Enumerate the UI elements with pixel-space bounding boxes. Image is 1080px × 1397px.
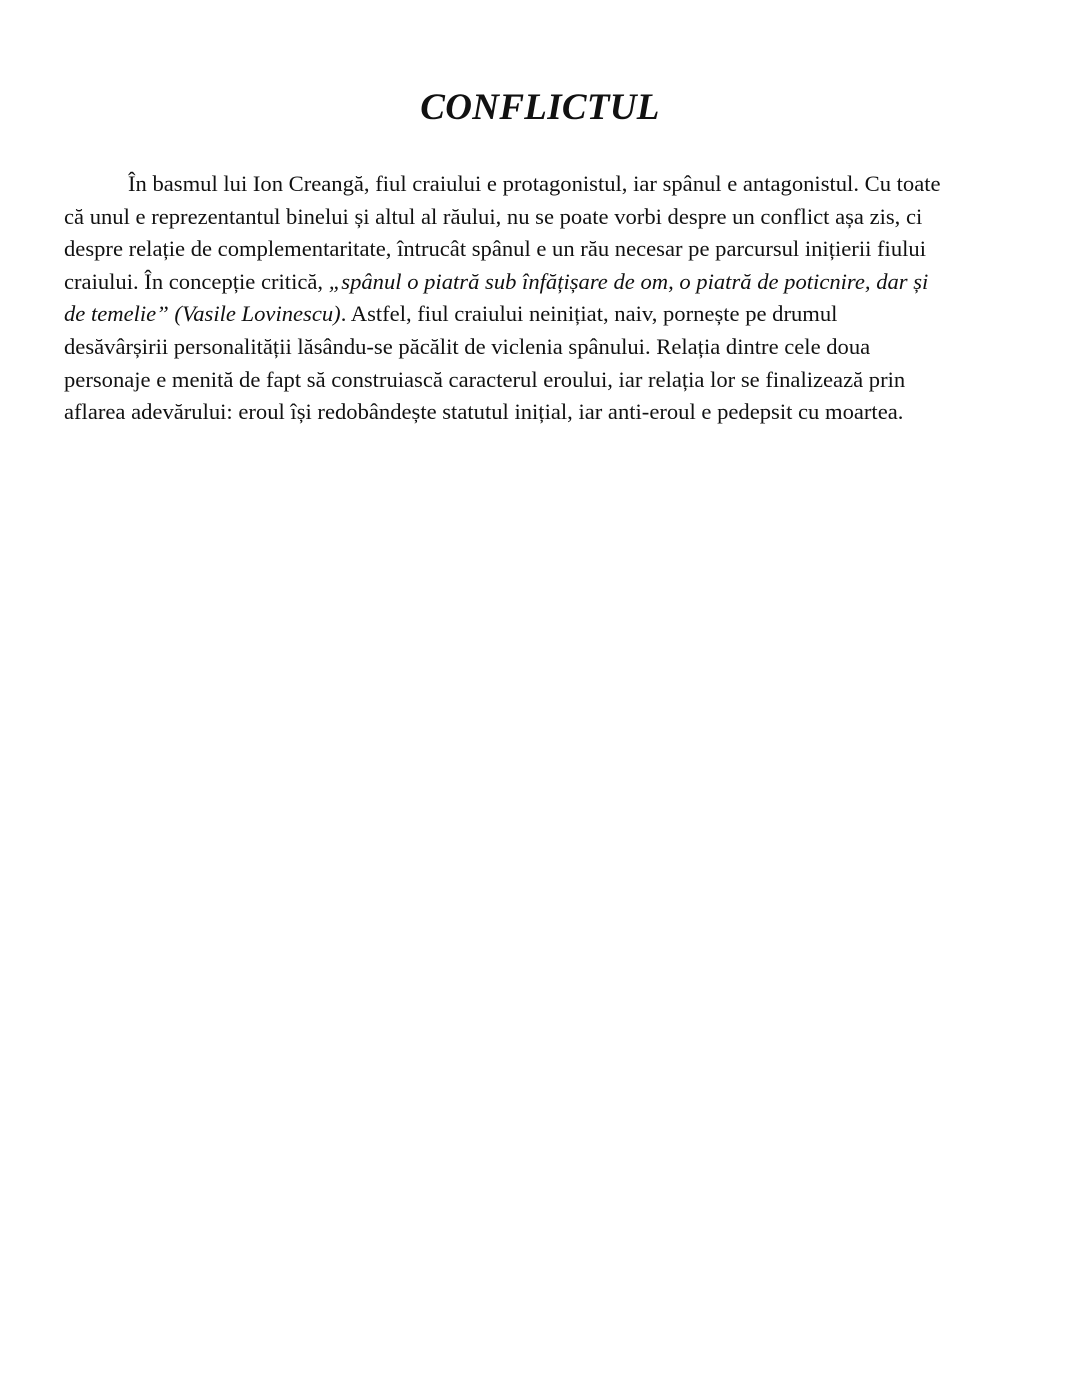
page-title: CONFLICTUL <box>420 87 660 128</box>
paragraph-line-1 <box>64 168 1024 201</box>
line-text: desăvârșirii personalității lăsându-se păcălit de viclenia spânului. Relația dintre cele doua <box>64 333 871 359</box>
paragraph-line-4 <box>64 266 1024 299</box>
paragraph-line-5 <box>64 298 1024 331</box>
paragraph-line-8 <box>64 396 1024 429</box>
line-text: În basmul lui Ion Creangă, fiul craiului e protagonistul, iar spânul e antagonistul. Cu toate <box>128 171 941 196</box>
line-text: despre relație de complementaritate, întrucât spânul e un rău necesar pe parcursul inițierii fiului <box>64 236 926 262</box>
paragraph-line-3 <box>64 233 1024 266</box>
body-paragraph <box>64 168 1024 429</box>
line-text: . Astfel, fiul craiului neinițiat, naiv, pornește pe drumul <box>340 301 838 327</box>
line-text: aflarea adevărului: eroul își redobândește statutul inițial, iar anti-eroul e pedepsit cu moartea. <box>64 399 904 425</box>
line-text: că unul e reprezentantul binelui și altul al răului, nu se poate vorbi despre un conflict așa zis, ci <box>64 203 923 229</box>
line-text: personaje e menită de fapt să construiască caracterul eroului, iar relația lor se finalizează prin <box>64 366 906 392</box>
quote-text: de temelie” (Vasile Lovinescu) <box>64 301 341 327</box>
quote-text: „spânul o piatră sub înfățișare de om, o piatră de poticnire, dar și <box>328 268 929 294</box>
line-text: craiului. În concepție critică, <box>64 268 329 294</box>
paragraph-line-7 <box>64 364 1024 397</box>
paragraph-line-2 <box>64 201 1024 234</box>
paragraph-line-6 <box>64 331 1024 364</box>
